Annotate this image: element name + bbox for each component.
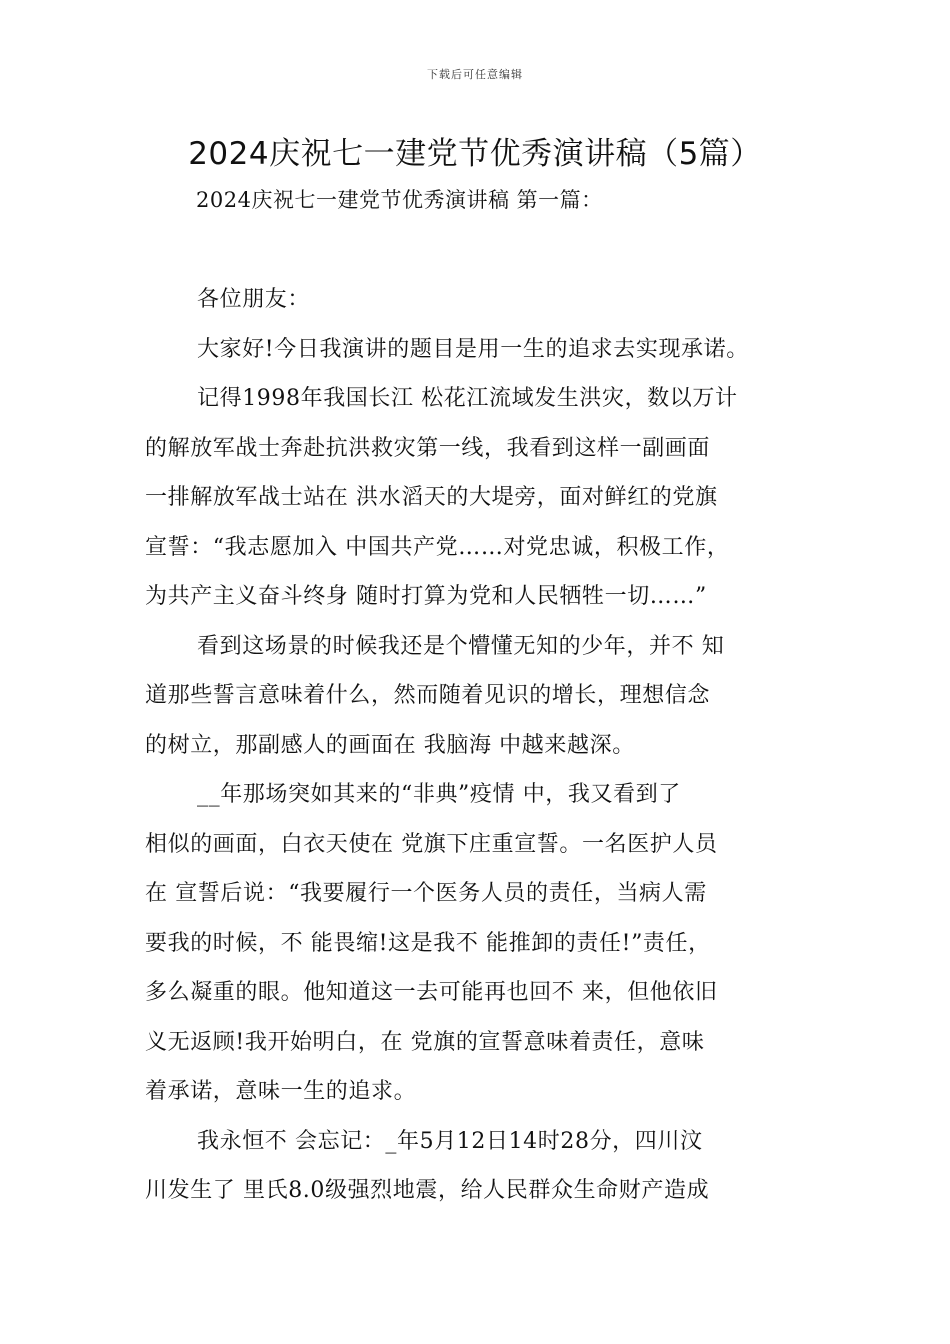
text-line: 川发生了 里氏8.0级强烈地震，给人民群众生命财产造成 bbox=[145, 1178, 710, 1203]
document-title: 2024庆祝七一建党节优秀演讲稿（5篇） bbox=[188, 136, 762, 172]
text-line: 一排解放军战士站在 洪水滔天的大堤旁，面对鲜红的党旗 bbox=[145, 485, 718, 510]
text-line: 的解放军战士奔赴抗洪救灾第一线，我看到这样一副画面 bbox=[145, 435, 711, 461]
text-line: 义无返顾!我开始明白，在 党旗的宣誓意味着责任，意味 bbox=[145, 1029, 705, 1055]
header-note: 下载后可任意编辑 bbox=[427, 68, 523, 81]
section-subtitle: 2024庆祝七一建党节优秀演讲稿 第一篇： bbox=[196, 188, 603, 212]
text-line: 我永恒不 会忘记：_年5月12日14时28分，四川汶 bbox=[197, 1128, 703, 1154]
text-line: 宣誓：“我志愿加入 中国共产党……对党忠诚，积极工作， bbox=[145, 534, 730, 560]
text-line: 大家好!今日我演讲的题目是用一生的追求去实现承诺。 bbox=[197, 336, 749, 362]
text-line: 要我的时候，不 能畏缩!这是我不 能推卸的责任!”责任， bbox=[145, 930, 711, 956]
text-line: 相似的画面，白衣天使在 党旗下庄重宣誓。一名医护人员 bbox=[145, 831, 718, 857]
text-line: 为共产主义奋斗终身 随时打算为党和人民牺牲一切……” bbox=[145, 584, 707, 609]
text-line: 着承诺，意味一生的追求。 bbox=[145, 1079, 417, 1104]
text-line: 记得1998年我国长江 松花江流域发生洪灾，数以万计 bbox=[197, 386, 738, 411]
text-line: 道那些誓言意味着什么，然而随着见识的增长，理想信念 bbox=[145, 683, 711, 708]
document-body bbox=[145, 280, 825, 1221]
text-line: 各位朋友： bbox=[197, 287, 311, 312]
text-line: 在 宣誓后说：“我要履行一个医务人员的责任，当病人需 bbox=[145, 881, 707, 906]
text-line: __年那场突如其来的“非典”疫情 中，我又看到了 bbox=[197, 782, 681, 807]
text-line: 的树立，那副感人的画面在 我脑海 中越来越深。 bbox=[145, 732, 635, 758]
text-line: 看到这场景的时候我还是个懵懂无知的少年，并不 知 bbox=[197, 633, 725, 659]
text-line: 多么凝重的眼。他知道这一去可能再也回不 来，但他依旧 bbox=[145, 980, 718, 1005]
